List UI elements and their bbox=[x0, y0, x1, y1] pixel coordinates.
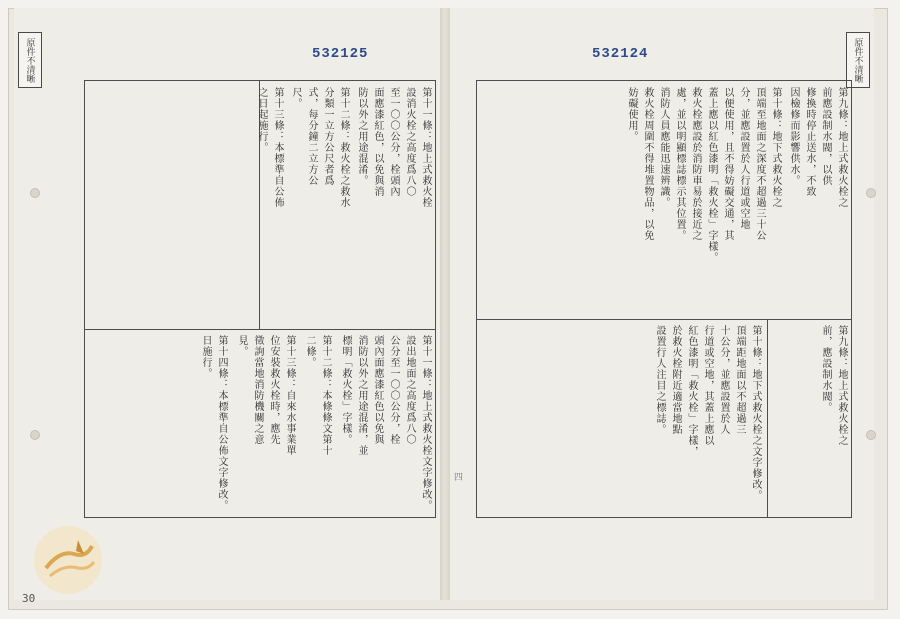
text-column: 日施行。 bbox=[200, 335, 211, 379]
text-column: 十公分，並應設置於人 bbox=[718, 325, 729, 435]
text-column: 設出地面之高度爲八〇 bbox=[404, 335, 415, 445]
text-column: 第九條：地上式救火栓之 bbox=[836, 87, 847, 208]
illegible-original-stamp-right: 原件不清晰 bbox=[846, 32, 870, 88]
text-column: 蓋上應以紅色漆明「救火栓」字樣。 bbox=[706, 87, 717, 263]
text-column: 第十二條：本條條文第十 bbox=[320, 335, 331, 456]
text-column: 頂端距地面以不超過三 bbox=[734, 325, 745, 435]
book-gutter bbox=[440, 8, 450, 600]
text-column: 前，應設制水閥。 bbox=[820, 325, 831, 413]
text-column: 面應漆紅色，以免與消 bbox=[372, 87, 383, 197]
folio-number-left: 532125 bbox=[312, 46, 369, 62]
text-column: 於救火栓附近適當地點 bbox=[670, 325, 681, 435]
text-column: 標明「救火栓」字樣。 bbox=[340, 335, 351, 445]
text-column: 二條。 bbox=[304, 335, 315, 368]
text-column: 之日起施行。 bbox=[256, 87, 267, 153]
text-column: 防以外之用途混淆。 bbox=[356, 87, 367, 186]
text-column: 尺。 bbox=[290, 87, 301, 109]
text-column: 頭內面應漆紅色以免與 bbox=[372, 335, 383, 445]
text-column: 第十三條：本標準自公佈 bbox=[272, 87, 283, 208]
regulation-table-right bbox=[476, 80, 852, 518]
illegible-original-stamp-left: 原件不清晰 bbox=[18, 32, 42, 88]
regulation-table-left bbox=[84, 80, 436, 518]
text-column: 分類一立方公尺者爲 bbox=[322, 87, 333, 186]
text-column: 前應設制水閥，以供 bbox=[820, 87, 831, 186]
page-number: 30 bbox=[22, 592, 36, 605]
text-column: 修換時停止送水，不致 bbox=[804, 87, 815, 197]
text-column: 徵詢當地消防機關之意 bbox=[252, 335, 263, 445]
text-column: 第十條：地下式救火栓之文字修改。 bbox=[750, 325, 761, 501]
text-column: 至一〇〇公分，栓頭內 bbox=[388, 87, 399, 197]
text-column: 妨礙使用。 bbox=[626, 87, 637, 142]
text-column: 救火栓應設於消防車易於接近之 bbox=[690, 87, 701, 241]
text-column: 因檢修而影響供水。 bbox=[788, 87, 799, 186]
text-column: 消防人員應能迅速辨識。 bbox=[658, 87, 669, 208]
text-column: 設消火栓之高度爲八〇 bbox=[404, 87, 415, 197]
text-column: 式，每分鐘二立方公 bbox=[306, 87, 317, 186]
text-column: 第十一條：地上式救火栓 bbox=[420, 87, 431, 208]
text-column: 處，並以明顯標誌標示其位置。 bbox=[674, 87, 685, 241]
text-column: 第九條：地上式救火栓之 bbox=[836, 325, 847, 446]
text-column: 紅色漆明「救火栓」字樣， bbox=[686, 325, 697, 457]
binding-hole bbox=[866, 430, 876, 440]
text-column: 救火栓周圍不得堆置物品，以免 bbox=[642, 87, 653, 241]
archive-logo-icon bbox=[28, 520, 108, 600]
text-column: 設置行人注目之標誌。 bbox=[654, 325, 665, 435]
center-mark: 四 bbox=[454, 473, 464, 483]
text-column: 第十三條：自來水事業單 bbox=[284, 335, 295, 456]
text-column: 消防以外之用途混淆，並 bbox=[356, 335, 367, 456]
text-column: 位安裝救火栓時，應先 bbox=[268, 335, 279, 445]
text-column: 以便使用，且不得妨礙交通，其 bbox=[722, 87, 733, 241]
text-column: 頂端至地面之深度不超過三十公 bbox=[754, 87, 765, 241]
text-column: 第十四條：本標準自公佈文字修改。 bbox=[216, 335, 227, 511]
text-column: 見。 bbox=[236, 335, 247, 357]
text-column: 第十條：地下式救火栓之 bbox=[770, 87, 781, 208]
text-column: 公分至一〇〇公分，栓 bbox=[388, 335, 399, 445]
binding-hole bbox=[866, 188, 876, 198]
text-column: 第十一條：地上式救火栓文字修改。 bbox=[420, 335, 431, 511]
folio-number-right: 532124 bbox=[592, 46, 649, 62]
text-column: 分，並應設置於人行道或空地 bbox=[738, 87, 749, 230]
binding-hole bbox=[30, 430, 40, 440]
text-column: 行道或空地，其蓋上應以 bbox=[702, 325, 713, 446]
text-column: 第十二條：救火栓之救水 bbox=[338, 87, 349, 208]
binding-hole bbox=[30, 188, 40, 198]
